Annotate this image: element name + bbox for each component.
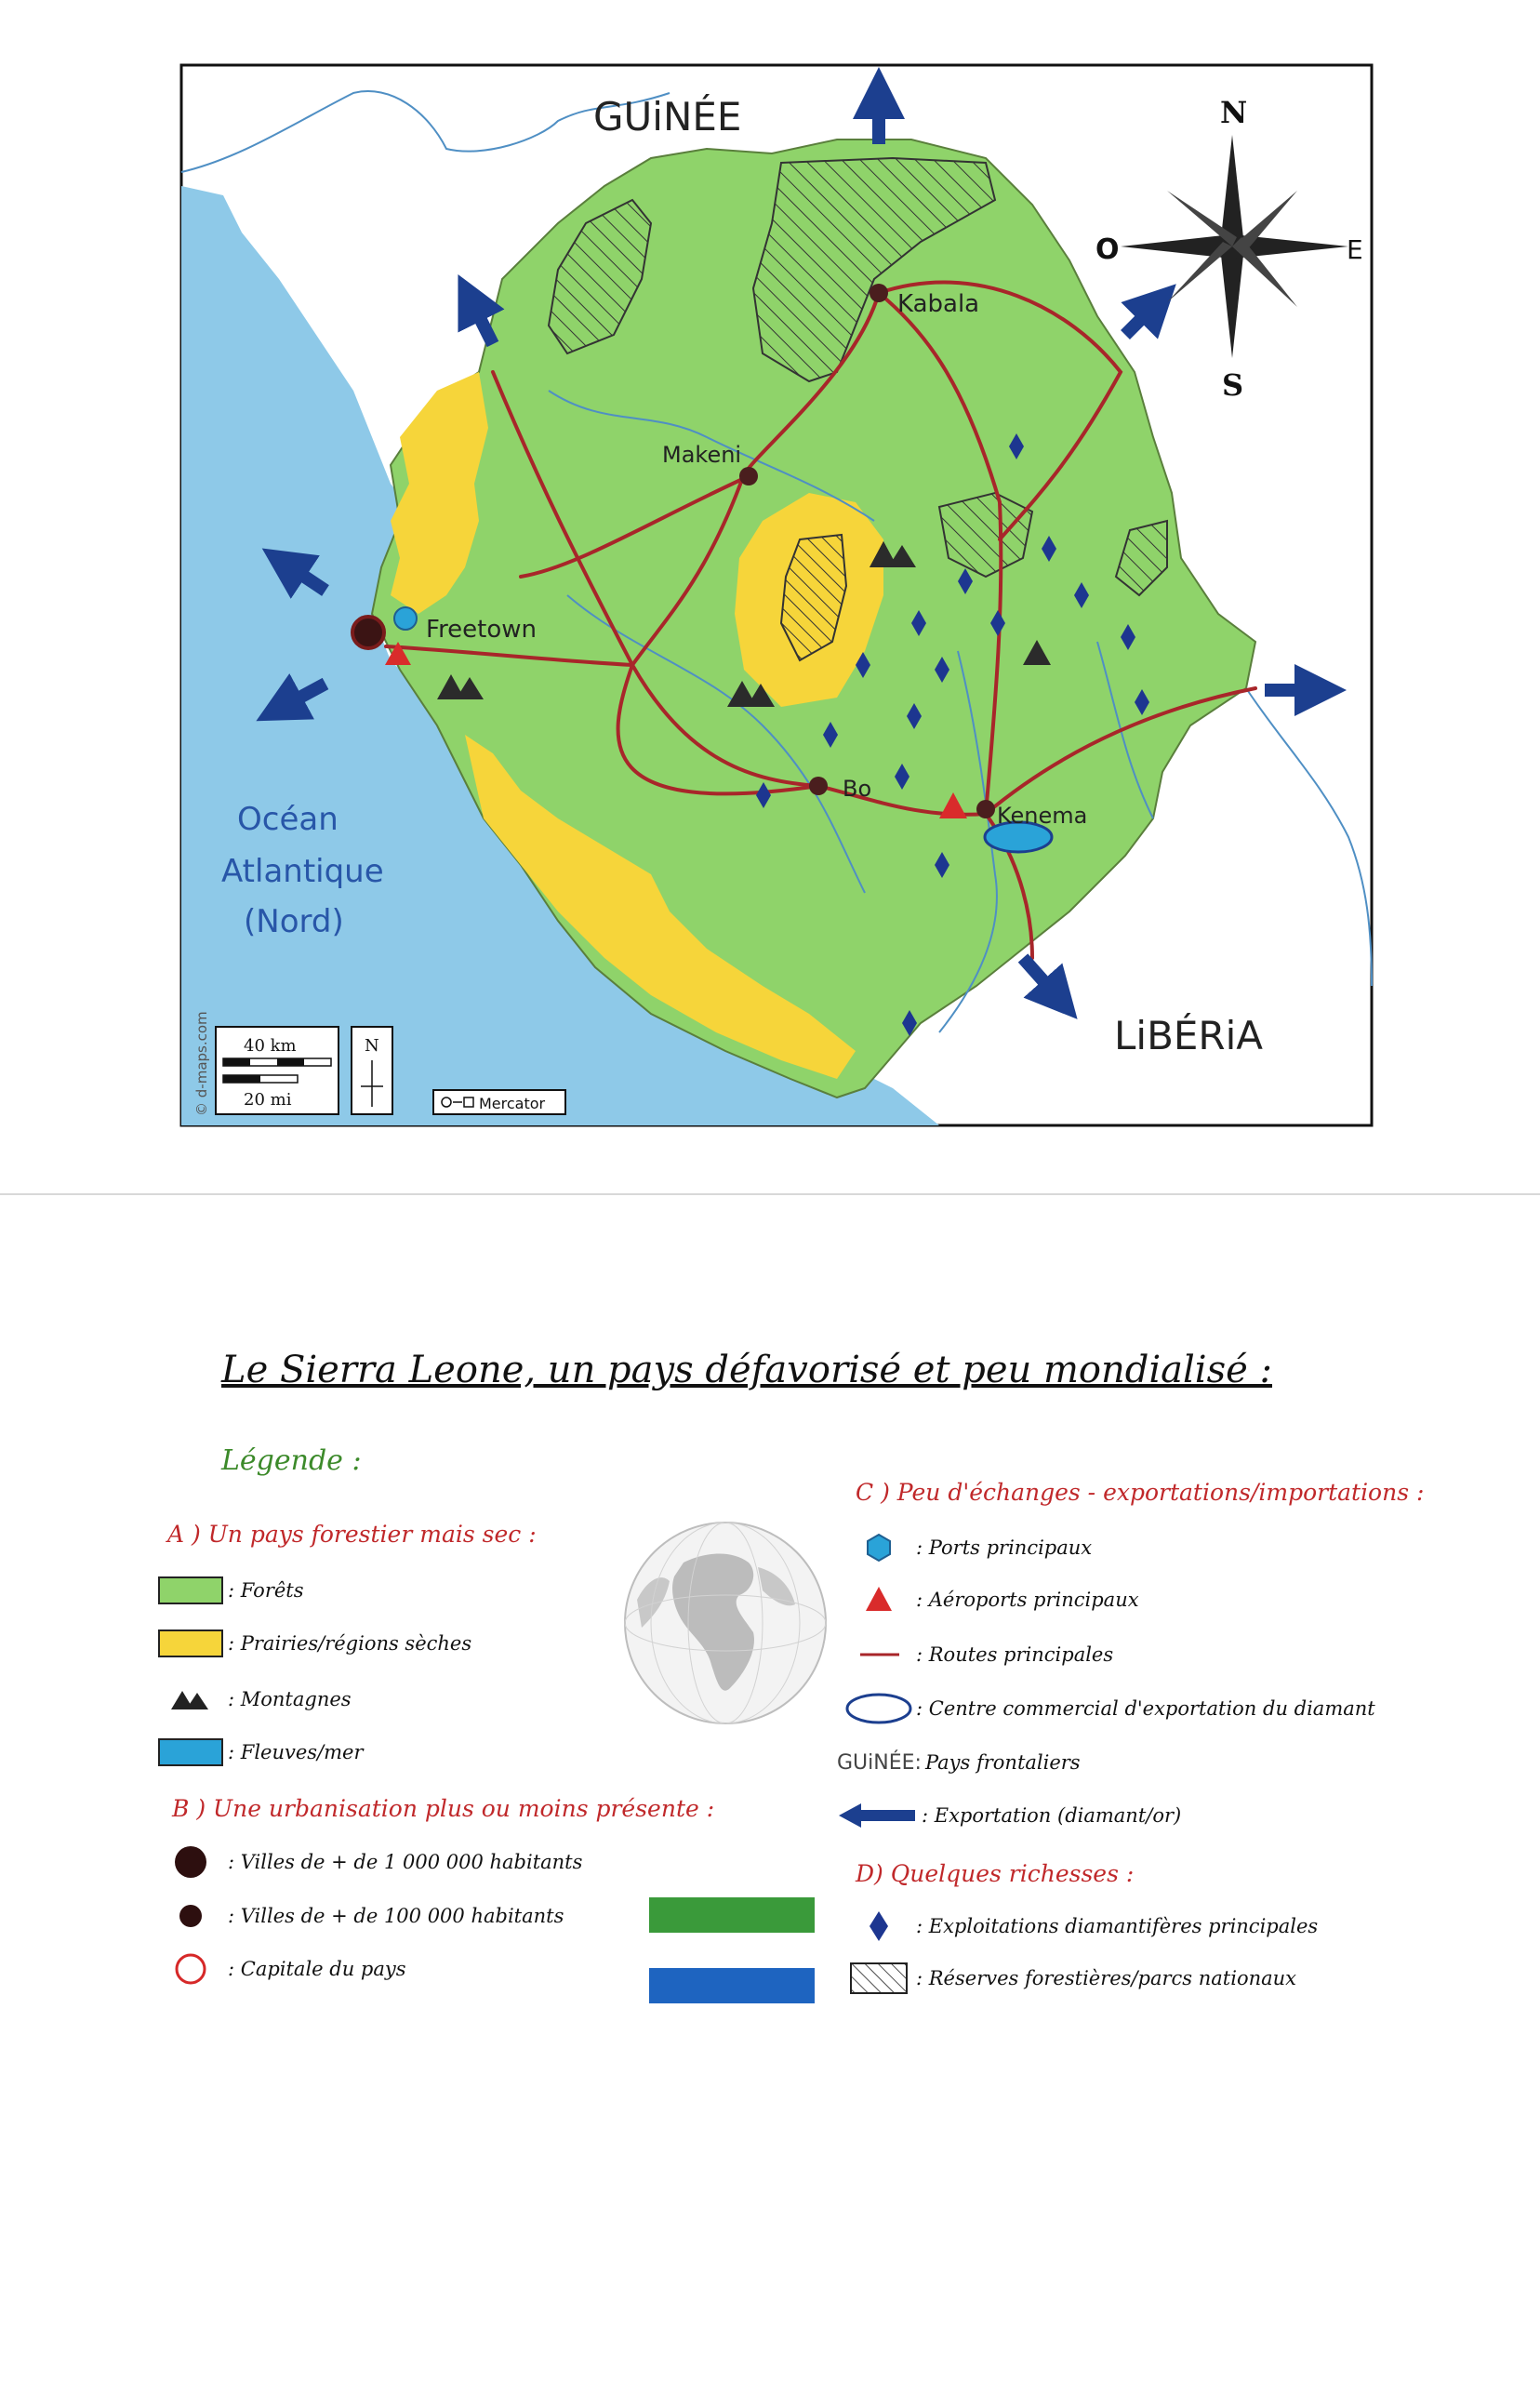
legend-label-fleuves: : Fleuves/mer	[228, 1741, 364, 1763]
legend-label-montagnes: : Montagnes	[228, 1688, 352, 1710]
legend-label-prairies: : Prairies/régions sèches	[228, 1632, 472, 1655]
legend-item-fleuves	[153, 1734, 364, 1771]
legend-title: Légende :	[221, 1444, 362, 1477]
hatch-swatch	[849, 1962, 909, 1995]
map-panel	[0, 0, 1540, 1172]
section-a-title: A ) Un pays forestier mais sec :	[167, 1521, 537, 1548]
legend-label-capital: : Capitale du pays	[228, 1958, 406, 1980]
legend-label-diamond-center: : Centre commercial d'exportation du diamant	[916, 1697, 1375, 1720]
road-line-icon	[851, 1645, 907, 1664]
scale-mi: 20 mi	[244, 1090, 292, 1110]
globe-icon	[618, 1516, 832, 1730]
flag-green-bar	[649, 1897, 815, 1933]
scale-projection: Mercator	[479, 1095, 546, 1112]
legend-item-montagnes	[153, 1681, 352, 1718]
compass-north: N	[1220, 95, 1248, 130]
legend-label-big-city: : Villes de + de 1 000 000 habitants	[228, 1851, 583, 1873]
city-icon	[172, 1897, 209, 1935]
guinee-symbol: GUiNÉE:	[837, 1750, 922, 1775]
port-icon	[860, 1529, 897, 1566]
legend-item-roads	[842, 1636, 1113, 1673]
legend-item-big-city	[153, 1843, 582, 1881]
section-b-title: B ) Une urbanisation plus ou moins présente :	[172, 1795, 715, 1822]
forest-swatch	[158, 1576, 223, 1604]
label-ocean-1: Océan	[237, 801, 339, 838]
legend-label-borders: Pays frontaliers	[924, 1751, 1081, 1774]
city-kenema	[976, 800, 995, 818]
legend-label-forets: : Forêts	[228, 1579, 304, 1602]
legend-label-diamond-mines: : Exploitations diamantifères principales	[916, 1915, 1319, 1937]
legend-label-reserves: : Réserves forestières/parcs nationaux	[916, 1967, 1297, 1989]
map-credit: © d-maps.com	[193, 1011, 210, 1116]
scale-north: N	[365, 1036, 379, 1056]
legend-item-forets	[153, 1572, 304, 1609]
legend-item-diamond-center	[842, 1690, 1375, 1727]
label-guinee: GUiNÉE	[593, 94, 742, 140]
diamond-icon	[860, 1908, 897, 1945]
capital-ring-icon	[172, 1950, 209, 1988]
legend-label-roads: : Routes principales	[916, 1643, 1114, 1666]
page-divider	[0, 1193, 1540, 1195]
label-freetown: Freetown	[426, 616, 538, 644]
document-title: Le Sierra Leone, un pays défavorisé et peu mondialisé :	[221, 1349, 1272, 1391]
legend-item-city	[153, 1897, 564, 1935]
label-liberia: LiBÉRiA	[1114, 1013, 1264, 1058]
dry-swatch	[158, 1629, 223, 1657]
water-swatch	[158, 1738, 223, 1766]
legend-label-ports: : Ports principaux	[916, 1536, 1093, 1559]
airport-icon	[860, 1581, 897, 1618]
compass-east: E	[1347, 234, 1363, 265]
compass-west: O	[1095, 233, 1120, 266]
flag-blue-bar	[649, 1968, 815, 2003]
label-bo: Bo	[843, 776, 872, 802]
city-freetown	[352, 617, 384, 648]
legend-item-exports	[832, 1797, 1181, 1834]
mountain-icon	[167, 1685, 214, 1713]
export-arrow-icon	[835, 1802, 919, 1829]
scale-km: 40 km	[244, 1036, 297, 1056]
legend-item-prairies	[153, 1625, 471, 1662]
city-bo	[809, 777, 828, 795]
label-makeni: Makeni	[662, 442, 742, 468]
section-c-title: C ) Peu d'échanges - exportations/importations :	[856, 1479, 1425, 1506]
legend-item-capital	[153, 1950, 406, 1988]
legend-label-airports: : Aéroports principaux	[916, 1589, 1139, 1611]
legend-label-exports: : Exportation (diamant/or)	[922, 1804, 1182, 1827]
label-ocean-3: (Nord)	[244, 903, 344, 940]
big-city-icon	[172, 1843, 209, 1881]
label-ocean-2: Atlantique	[221, 853, 384, 890]
city-makeni	[739, 467, 758, 486]
legend-item-ports	[842, 1529, 1092, 1566]
legend-item-borders	[837, 1744, 1081, 1781]
label-kabala: Kabala	[897, 290, 980, 318]
legend-item-diamond-mines	[842, 1908, 1318, 1945]
section-d-title: D) Quelques richesses :	[856, 1860, 1135, 1887]
port-freetown	[394, 607, 417, 630]
sierra-leone-map	[0, 0, 1540, 1172]
city-kabala	[870, 284, 888, 302]
label-kenema: Kenema	[997, 803, 1088, 829]
legend-label-city: : Villes de + de 100 000 habitants	[228, 1905, 564, 1927]
legend-item-airports	[842, 1581, 1139, 1618]
diamond-center-icon	[843, 1690, 914, 1727]
compass-south: S	[1222, 367, 1244, 403]
legend-item-reserves	[842, 1960, 1296, 1997]
